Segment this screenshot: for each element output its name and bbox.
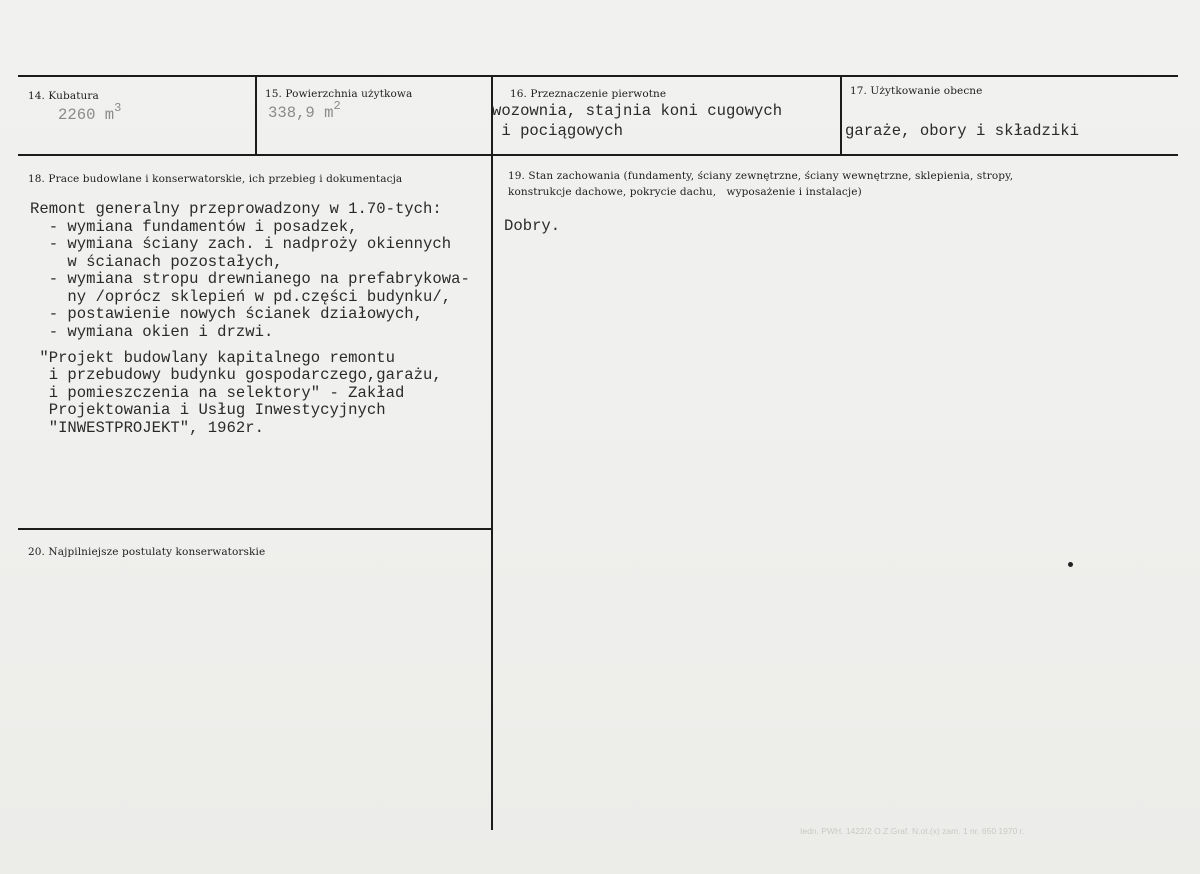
f19-label-line-1: 19. Stan zachowania (fundamenty, ściany zewnętrzne, ściany wewnętrzne, sklepienia, stropy, — [508, 170, 1014, 182]
f17-value: garaże, obory i składziki — [845, 122, 1079, 140]
f15-sup: 2 — [333, 99, 341, 113]
f18-line-6: ny /oprócz sklepień w pd.części budynku/, — [30, 288, 452, 306]
f16-label: 16. Przeznaczenie pierwotne — [510, 88, 667, 100]
f14-number: 2260 — [58, 106, 96, 124]
f15-unit: m — [324, 104, 334, 122]
f15-label: 15. Powierzchnia użytkowa — [265, 88, 413, 100]
ink-dot — [1068, 562, 1073, 567]
f18-line-2: - wymiana fundamentów i posadzek, — [30, 218, 358, 236]
f14-value — [58, 101, 122, 125]
f14-unit: m — [104, 106, 115, 124]
divider-16-17 — [840, 76, 842, 156]
center-divider — [491, 76, 493, 830]
f18-line-7: - postawienie nowych ścianek działowych, — [30, 305, 424, 323]
f18-label: 18. Prace budowlane i konserwatorskie, ich przebieg i dokumentacja — [28, 173, 403, 185]
f18-project-line-2: i przebudowy budynku gospodarczego,garażu, — [30, 366, 442, 384]
f18-line-1: Remont generalny przeprowadzony w 1.70-tych: — [30, 200, 442, 218]
f18-project-line-1: "Projekt budowlany kapitalnego remontu — [30, 349, 395, 367]
printer-footer: Iedn. PWH. 1422/2 O.Z.Graf. N.ot.(x) zam. 1 nr. 650 1970 r. — [800, 826, 1025, 836]
f20-label: 20. Najpilniejsze postulaty konserwatorskie — [28, 546, 266, 558]
f14-label: 14. Kubatura — [28, 90, 99, 102]
divider-14-15 — [255, 76, 257, 156]
f17-label: 17. Użytkowanie obecne — [850, 85, 983, 97]
f18-line-8: - wymiana okien i drzwi. — [30, 323, 274, 341]
f19-label-line-2: konstrukcje dachowe, pokrycie dachu, wyposażenie i instalacje) — [508, 186, 862, 198]
f14-sup: 3 — [114, 101, 122, 115]
f19-value: Dobry. — [504, 217, 561, 235]
f18-line-3: - wymiana ściany zach. i nadproży okiennych — [30, 235, 452, 253]
f16-line-2: i pociągowych — [492, 122, 624, 140]
f18-line-5: - wymiana stropu drewnianego na prefabrykowa- — [30, 270, 470, 288]
top-rule — [18, 75, 1178, 77]
header-bottom-rule — [18, 154, 1178, 156]
f18-project-line-5: "INWESTPROJEKT", 1962r. — [30, 419, 264, 437]
f18-project-line-3: i pomieszczenia na selektory" - Zakład — [30, 384, 405, 402]
f15-value — [268, 99, 341, 123]
f18-project-line-4: Projektowania i Usług Inwestycyjnych — [30, 401, 386, 419]
f15-number: 338,9 — [268, 104, 315, 122]
f16-line-1: wozownia, stajnia koni cugowych — [492, 102, 783, 120]
f18-line-4: w ścianach pozostałych, — [30, 253, 283, 271]
left-section-rule — [18, 528, 492, 530]
